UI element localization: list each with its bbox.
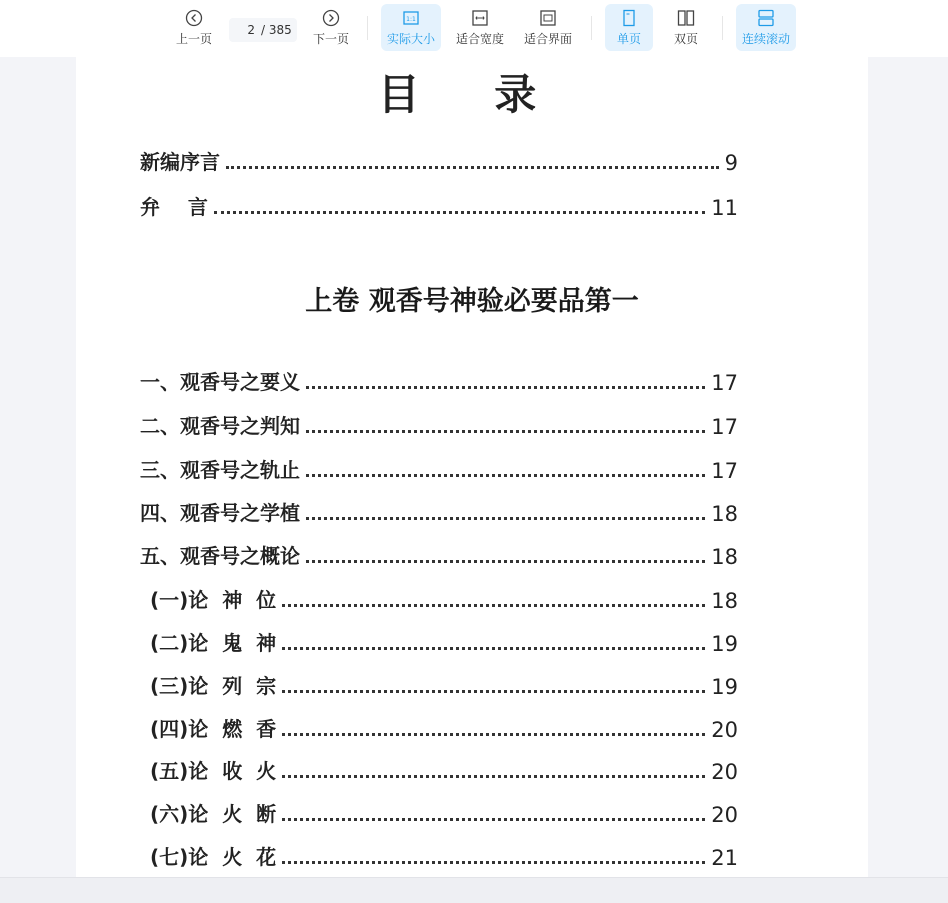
- toc-entry: [150, 628, 738, 656]
- single-page-button[interactable]: [605, 4, 653, 51]
- toc-entry: [140, 147, 738, 175]
- single-page-icon: [620, 9, 638, 27]
- single-page-label: 单页: [616, 31, 641, 46]
- fit-width-label: 适合宽度: [455, 31, 504, 46]
- toc-entry: [150, 585, 738, 613]
- toc-entry: [150, 756, 738, 784]
- fit-width-button[interactable]: [450, 4, 510, 51]
- entry-page: 9: [724, 151, 738, 175]
- leader-dots: [306, 560, 705, 563]
- toc-entry: [140, 192, 738, 220]
- entry-page: 11: [711, 196, 738, 220]
- entry-label: 五、观香号之概论: [140, 544, 300, 568]
- entry-label: (四)论 燃 香: [150, 717, 277, 741]
- continuous-scroll-label: 连续滚动: [741, 31, 790, 46]
- entry-page: 18: [711, 502, 738, 526]
- toc-entry: [140, 455, 738, 483]
- leader-dots: [306, 386, 705, 389]
- entry-page: 20: [711, 718, 738, 742]
- entry-page: 21: [711, 846, 738, 870]
- next-page-label: 下一页: [312, 31, 349, 46]
- fit-page-button[interactable]: [518, 4, 578, 51]
- leader-dots: [282, 818, 705, 821]
- toc-entry: [150, 714, 738, 742]
- actual-size-button[interactable]: [381, 4, 441, 51]
- toc-entry: [150, 842, 738, 870]
- prev-page-button[interactable]: [172, 4, 216, 51]
- leader-dots: [214, 211, 705, 214]
- entry-label: 弁 言: [140, 195, 208, 219]
- actual-size-label: 实际大小: [386, 31, 435, 46]
- entry-label: (六)论 火 断: [150, 802, 277, 826]
- status-bar: [0, 877, 948, 903]
- divider: [722, 16, 723, 40]
- entry-label: (七)论 火 花: [150, 845, 277, 869]
- divider: [367, 16, 368, 40]
- leader-dots: [282, 647, 705, 650]
- entry-page: 20: [711, 760, 738, 784]
- prev-page-label: 上一页: [175, 31, 212, 46]
- total-pages: / 385: [261, 23, 292, 37]
- entry-page: 19: [711, 632, 738, 656]
- double-page-label: 双页: [673, 31, 698, 46]
- leader-dots: [282, 733, 705, 736]
- leader-dots: [282, 690, 705, 693]
- toc-entry: [140, 541, 738, 569]
- section-heading: 上卷 观香号神验必要品第一: [305, 286, 639, 317]
- entry-label: (五)论 收 火: [150, 759, 277, 783]
- entry-page: 17: [711, 459, 738, 483]
- actual-size-icon: [402, 9, 420, 27]
- entry-label: (一)论 神 位: [150, 588, 277, 612]
- fit-width-icon: [471, 9, 489, 27]
- entry-label: 四、观香号之学植: [140, 501, 300, 525]
- toc-entry: [140, 411, 738, 439]
- toc-entry: [140, 367, 738, 395]
- double-page-icon: [677, 9, 695, 27]
- toc-entry: [140, 498, 738, 526]
- double-page-button[interactable]: [662, 4, 710, 51]
- entry-label: (二)论 鬼 神: [150, 631, 277, 655]
- leader-dots: [282, 861, 705, 864]
- svg-text:1:1: 1:1: [406, 15, 416, 23]
- entry-label: (三)论 列 宗: [150, 674, 277, 698]
- leader-dots: [282, 775, 705, 778]
- page-number-box: [229, 18, 297, 42]
- toolbar: [0, 0, 948, 57]
- entry-page: 19: [711, 675, 738, 699]
- leader-dots: [306, 474, 705, 477]
- next-page-button[interactable]: [309, 4, 353, 51]
- continuous-scroll-button[interactable]: [736, 4, 796, 51]
- document-page: [76, 57, 868, 877]
- fit-page-icon: [539, 9, 557, 27]
- entry-label: 新编序言: [140, 150, 220, 174]
- leader-dots: [282, 604, 705, 607]
- chevron-left-circle-icon: [185, 9, 203, 27]
- leader-dots: [306, 430, 705, 433]
- entry-label: 三、观香号之轨止: [140, 458, 300, 482]
- entry-page: 18: [711, 589, 738, 613]
- chevron-right-circle-icon: [322, 9, 340, 27]
- continuous-scroll-icon: [757, 9, 775, 27]
- toc-entry: [150, 799, 738, 827]
- leader-dots: [226, 166, 719, 169]
- leader-dots: [306, 517, 705, 520]
- toc-entry: [150, 671, 738, 699]
- page-number-input[interactable]: [229, 23, 255, 37]
- toc-title: 目 录: [377, 70, 567, 119]
- divider: [591, 16, 592, 40]
- entry-label: 一、观香号之要义: [140, 370, 300, 394]
- entry-page: 17: [711, 371, 738, 395]
- fit-page-label: 适合界面: [523, 31, 572, 46]
- entry-page: 20: [711, 803, 738, 827]
- entry-page: 17: [711, 415, 738, 439]
- entry-page: 18: [711, 545, 738, 569]
- entry-label: 二、观香号之判知: [140, 414, 300, 438]
